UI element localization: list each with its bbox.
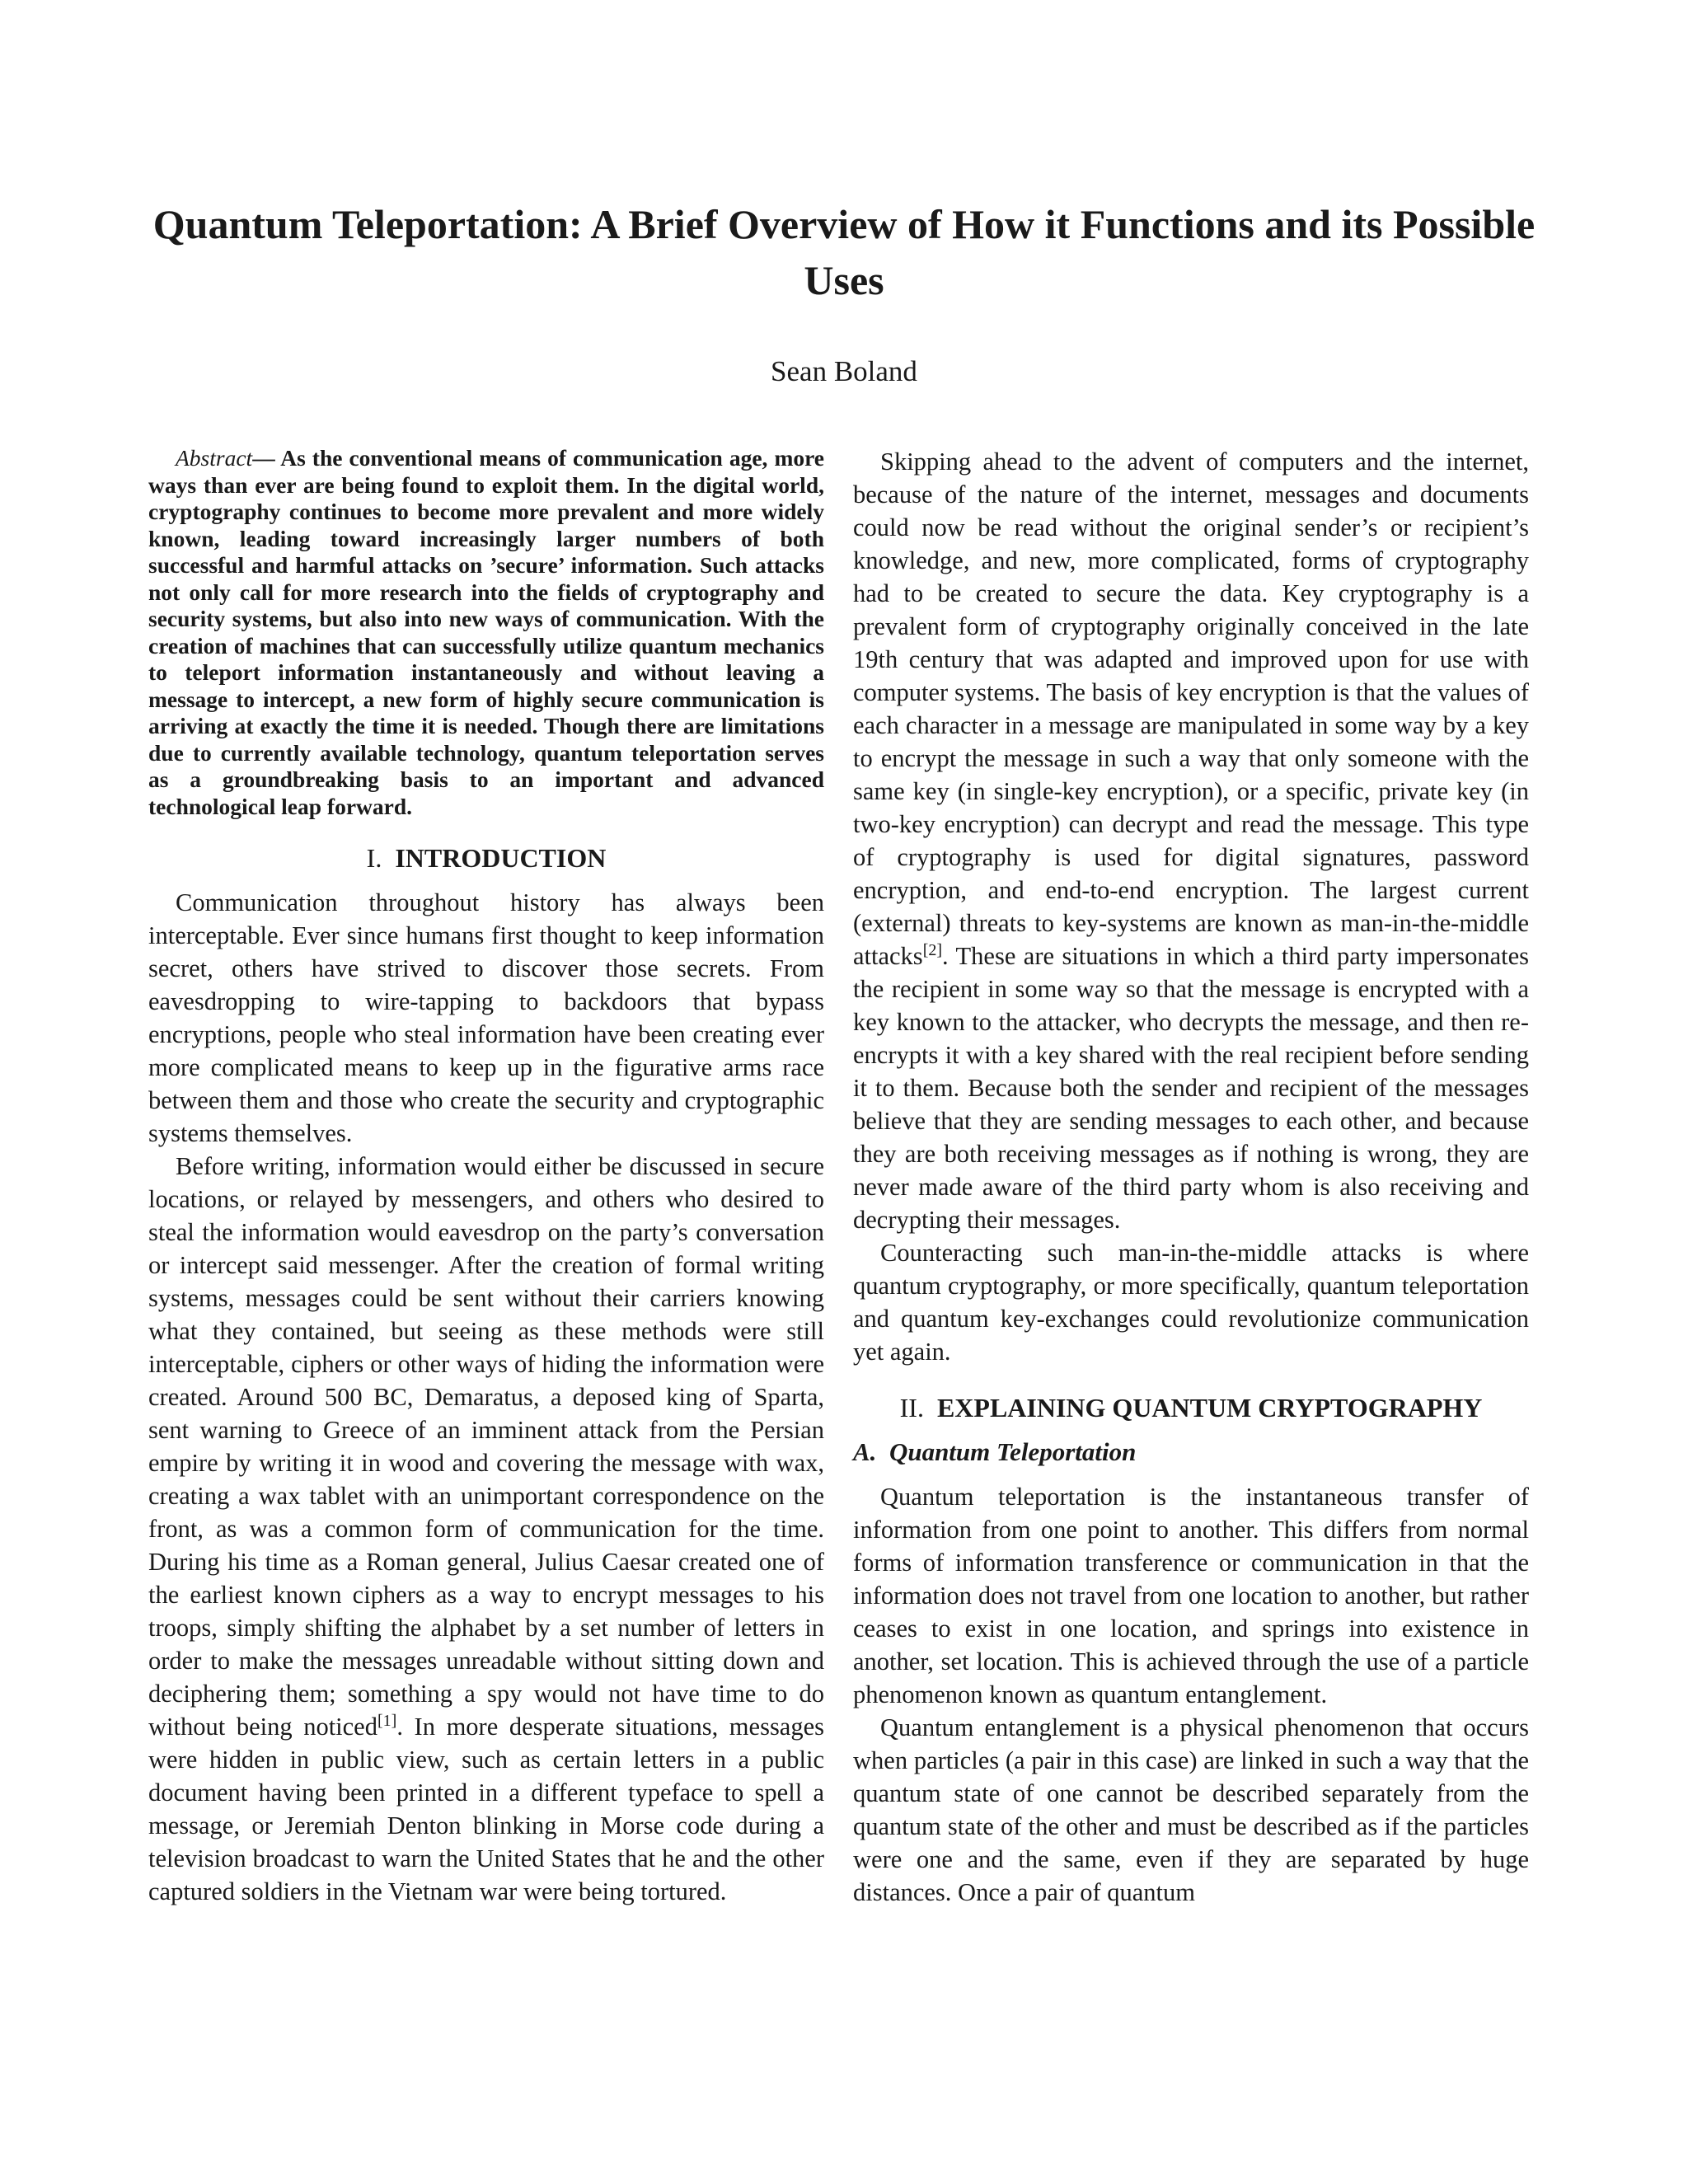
paper-title: Quantum Teleportation: A Brief Overview of How it Functions and its Possible Uses: [152, 201, 1536, 303]
intro-paragraph-3: [853, 445, 1529, 1236]
section-title: INTRODUCTION: [395, 843, 607, 873]
intro-paragraph-3-text-b: . These are situations in which a third party impersonates the recipient in some way so that the message is encrypted with a key known to the attacker, who decrypts the message, and then re-encrypts it with a key shared with the real recipient before sending it to them. Because both the sender and recipient of the messages believe that they are sending messages to each other, and because they are both receiving messages as if nothing is wrong, they are never made aware of the third party whom is also receiving and decrypting their messages.: [853, 942, 1529, 1234]
section-title: EXPLAINING QUANTUM CRYPTOGRAPHY: [936, 1393, 1483, 1422]
citation-1: [1]: [377, 1711, 397, 1730]
intro-paragraph-4: Counteracting such man-in-the-middle attacks is where quantum cryptography, or more specifically, quantum teleportation and quantum key-exchanges could revolutionize communication yet again.: [853, 1239, 1529, 1366]
teleportation-paragraph-1: Quantum teleportation is the instantaneous transfer of information from one point to another. This differs from normal forms of information transference or communication in that the information does not travel from one location to another, but rather ceases to exist in one location, and springs into existence in another, set location. This is achieved through the use of a particle phenomenon known as quantum entanglement.: [853, 1483, 1529, 1708]
intro-paragraph-2-text-b: . In more desperate situations, messages were hidden in public view, such as certain letters in a public document having been printed in a different typeface to spell a message, or Jeremiah Denton blinking in Morse code during a television broadcast to warn the United States that he and the other captured soldiers in the Vietnam war were being tortured.: [148, 1713, 825, 1905]
right-column: [853, 445, 1529, 1909]
abstract-text: As the conventional means of communication age, more ways than ever are being found to exploit them. In the digital world, cryptography continues to become more prevalent and more widely known, leading toward increasingly larger numbers of both successful and harmful attacks on ’secure’ information. Such attacks not only call for more research into the fields of cryptography and security systems, but also into new ways of communication. With the creation of machines that can successfully utilize quantum mechanics to teleport information instantaneously and without leaving a message to intercept, a new form of highly secure communication is arriving at exactly the time it is needed. Though there are limitations due to currently available technology, quantum teleportation serves as a groundbreaking basis to an important and advanced technological leap forward.: [148, 445, 825, 819]
abstract-label: Abstract: [176, 445, 253, 471]
teleportation-paragraph-2: Quantum entanglement is a physical phenomenon that occurs when particles (a pair in this case) are linked in such a way that the quantum state of one cannot be described separately from the quantum state of the other and must be described as if the particles were one and the same, even if they are separated by huge distances. Once a pair of quantum: [853, 1713, 1529, 1906]
subsection-number: A.: [853, 1437, 877, 1466]
citation-2: [2]: [922, 940, 943, 959]
left-column: [148, 445, 824, 1908]
section-number: I.: [366, 843, 382, 873]
abstract-dash: —: [252, 445, 275, 471]
abstract: [148, 445, 824, 820]
subsection-heading-quantum-teleportation: [853, 1436, 1529, 1469]
intro-paragraph-2-text-a: Before writing, information would either be discussed in secure locations, or relayed by messengers, and others who desired to steal the information would eavesdrop on the party’s conversation or intercept said messenger. After the creation of formal writing systems, messages could be sent without their carriers knowing what they contained, but seeing as these methods were still interceptable, ciphers or other ways of hiding the information were created. Around 500 BC, Demaratus, a deposed king of Sparta, sent warning to Greece of an imminent attack from the Persian empire by writing it in wood and covering the message with wax, creating a wax tablet with an unimportant correspondence on the front, as was a common form of communication for the time. During his time as a Roman general, Julius Caesar created one of the earliest known ciphers as a way to encrypt messages to his troops, simply shifting the alphabet by a set number of letters in order to make the messages unreadable without sitting down and deciphering them; something a spy would not have time to do without being noticed: [148, 1152, 824, 1741]
section-heading-explaining-quantum-cryptography: [853, 1391, 1529, 1424]
intro-paragraph-1: Communication throughout history has always been interceptable. Ever since humans first thought to keep information secret, others have strived to discover those secrets. From eavesdropping to wire-tapping to backdoors that bypass encryptions, people who steal information have been creating ever more complicated means to keep up in the figurative arms race between them and those who create the security and cryptographic systems themselves.: [148, 888, 824, 1147]
section-number: II.: [899, 1393, 924, 1422]
intro-paragraph-2: [148, 1150, 824, 1908]
intro-paragraph-3-text-a: Skipping ahead to the advent of computers and the internet, because of the nature of the internet, messages and documents could now be read without the original sender’s or recipient’s knowledge, and new, more complicated, forms of cryptography had to be created to secure the data. Key cryptography is a prevalent form of cryptography originally conceived in the late 19th century that was adapted and improved upon for use with computer systems. The basis of key encryption is that the values of each character in a message are manipulated in some way by a key to encrypt the message in such a way that only someone with the same key (in single-key encryption), or a specific, private key (in two-key encryption) can decrypt and read the message. This type of cryptography is used for digital signatures, password encryption, and end-to-end encryption. The largest current (external) threats to key-systems are known as man-in-the-middle attacks: [853, 448, 1529, 970]
section-heading-introduction: [148, 841, 824, 874]
subsection-title: Quantum Teleportation: [889, 1437, 1137, 1466]
author-name: Sean Boland: [771, 355, 917, 387]
